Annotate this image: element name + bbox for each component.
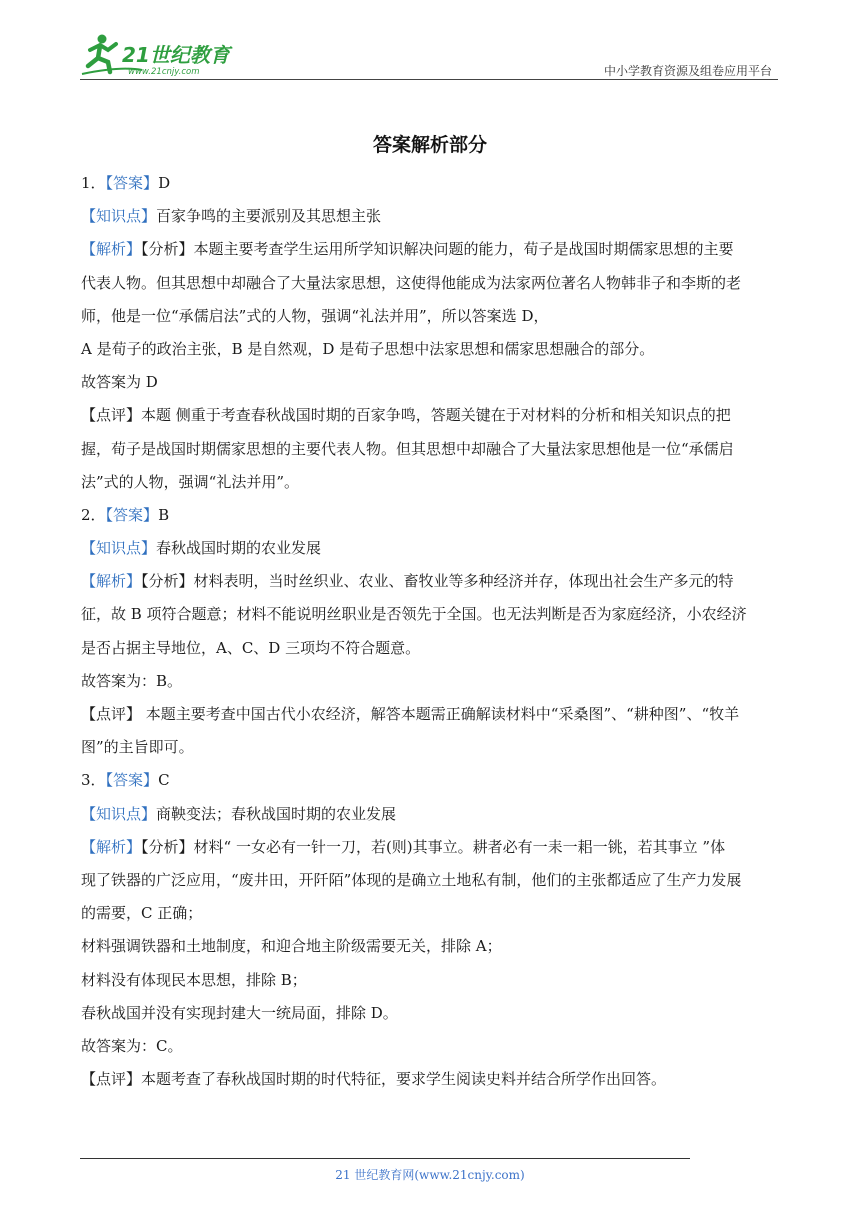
- text-segment: 材料强调铁器和土地制度，和迎合地主阶级需要无关，排除 A；: [81, 937, 502, 956]
- text-segment: 【分析】本题主要考查学生运用所学知识解决问题的能力，荀子是战国时期儒家思想的主要: [141, 240, 734, 259]
- text-segment: 【点评】 本题主要考查中国古代小农经济，解答本题需正确解读材料中“采桑图”、“耕种图”、“牧羊: [81, 705, 740, 723]
- text-line: [81, 997, 781, 1030]
- text-segment: 3．: [81, 771, 106, 790]
- text-segment: 【点评】本题考查了春秋战国时期的时代特征，要求学生阅读史料并结合所学作出回答。: [81, 1070, 667, 1089]
- text-line: [81, 632, 781, 665]
- text-segment: 图”的主旨即可。: [81, 738, 194, 757]
- text-segment: 故答案为：C。: [81, 1036, 183, 1055]
- text-line: [81, 798, 781, 831]
- footer-text: 21 世纪教育网(www.21cnjy.com): [335, 1168, 525, 1182]
- text-segment: 是否占据主导地位，A、C、D 三项均不符合题意。: [81, 638, 421, 657]
- text-segment: 代表人物。但其思想中却融合了大量法家思想，这使得他能成为法家两位著名人物韩非子和李斯的老: [81, 273, 742, 292]
- text-line: [81, 831, 781, 864]
- text-line: [81, 598, 781, 631]
- text-segment: 故答案为：B。: [81, 671, 183, 690]
- answer-content: [81, 167, 781, 1096]
- text-line: [81, 433, 781, 466]
- text-line: [81, 499, 781, 532]
- text-segment: 法”式的人物，强调“礼法并用”。: [81, 472, 300, 491]
- text-line: [81, 897, 781, 930]
- text-line: [81, 665, 781, 698]
- text-line: [81, 366, 781, 399]
- text-segment: 百家争鸣的主要派别及其思想主张: [156, 207, 382, 226]
- text-line: [81, 399, 781, 432]
- text-segment: B: [158, 505, 170, 524]
- section-tag: 【解析】: [81, 837, 142, 856]
- section-tag: 【答案】: [105, 174, 159, 192]
- text-segment: 1．: [81, 174, 106, 192]
- text-line: [81, 300, 781, 333]
- text-segment: 材料没有体现民本思想，排除 B；: [81, 970, 307, 989]
- text-line: [81, 200, 781, 233]
- page-header: [80, 30, 780, 80]
- text-line: [81, 233, 781, 266]
- section-tag: 【知识点】: [81, 539, 157, 558]
- text-line: [81, 764, 781, 797]
- text-line: [81, 565, 781, 598]
- text-line: [81, 964, 781, 997]
- section-tag: 【解析】: [81, 572, 142, 591]
- text-line: [81, 333, 781, 366]
- section-tag: 【知识点】: [81, 804, 157, 823]
- section-tag: 【知识点】: [81, 207, 157, 226]
- text-segment: 的需要，C 正确；: [81, 904, 203, 923]
- text-line: [81, 731, 781, 764]
- section-tag: 【答案】: [105, 771, 159, 790]
- text-segment: 师，他是一位“承儒启法”式的人物，强调“礼法并用”，所以答案选 D，: [81, 306, 549, 325]
- text-line: [81, 466, 781, 499]
- text-segment: 故答案为 D: [81, 373, 158, 392]
- text-segment: 征，故 B 项符合题意；材料不能说明丝职业是否领先于全国。也无法判断是否为家庭经济，小农经济: [81, 605, 747, 624]
- header-divider: [80, 79, 778, 80]
- text-segment: 【点评】本题 侧重于考查春秋战国时期的百家争鸣，答题关键在于对材料的分析和相关知识点的把: [81, 406, 731, 425]
- text-line: [81, 167, 781, 200]
- text-line: [81, 930, 781, 963]
- text-segment: 【分析】材料表明，当时丝织业、农业、畜牧业等多种经济并存，体现出社会生产多元的特: [141, 572, 734, 591]
- logo-21cnjy: [80, 30, 250, 78]
- text-line: [81, 698, 781, 731]
- text-segment: 春秋战国时期的农业发展: [156, 539, 322, 558]
- logo-url: www.21cnjy.com: [128, 67, 200, 77]
- text-line: [81, 1030, 781, 1063]
- footer-divider: [80, 1158, 690, 1159]
- text-line: [81, 864, 781, 897]
- text-segment: A 是荀子的政治主张，B 是自然观，D 是荀子思想中法家思想和儒家思想融合的部分。: [81, 339, 655, 358]
- text-segment: 商鞅变法；春秋战国时期的农业发展: [156, 804, 397, 823]
- text-segment: 2．: [81, 505, 106, 524]
- text-segment: D: [158, 174, 171, 192]
- text-line: [81, 267, 781, 300]
- page-title: 答案解析部分: [372, 134, 487, 156]
- text-segment: C: [158, 771, 170, 790]
- text-segment: 握，荀子是战国时期儒家思想的主要代表人物。但其思想中却融合了大量法家思想他是一位“承儒启: [81, 439, 734, 458]
- section-tag: 【解析】: [81, 240, 142, 259]
- logo-text: 21世纪教育: [122, 43, 230, 67]
- text-line: [81, 532, 781, 565]
- text-line: [81, 1063, 781, 1096]
- text-segment: 现了铁器的广泛应用，“废井田，开阡陌”体现的是确立土地私有制，他们的主张都适应了生产力发展: [81, 870, 742, 889]
- section-tag: 【答案】: [105, 505, 159, 524]
- text-segment: 【分析】材料“ 一女必有一针一刀，若(则)其事立。耕者必有一耒一耜一铫，若其事立 ”体: [141, 837, 726, 856]
- text-segment: 春秋战国并没有实现封建大一统局面，排除 D。: [81, 1003, 398, 1022]
- header-platform-text: 中小学教育资源及组卷应用平台: [603, 64, 772, 78]
